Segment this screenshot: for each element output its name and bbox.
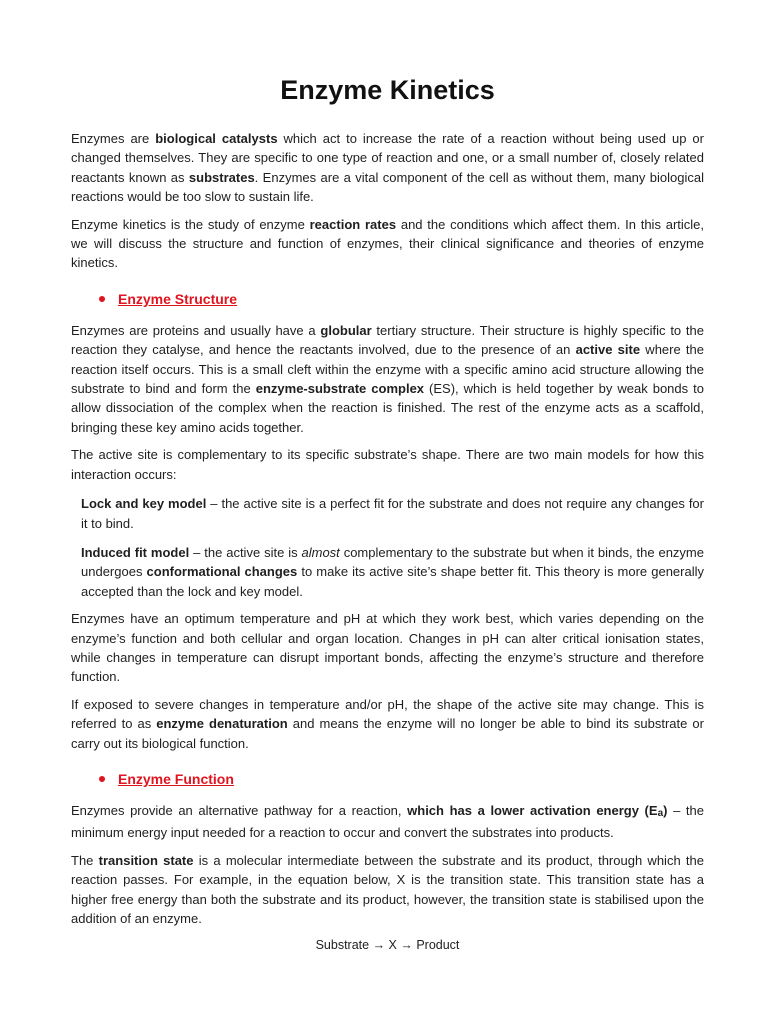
bullet-icon — [99, 776, 105, 782]
function-paragraph-2 — [71, 851, 704, 929]
bold-term: reaction rates — [309, 216, 397, 232]
text: to make its active site’s shape better fit. This theory is more generally accepted than the lock and key model. — [81, 564, 704, 599]
bullet-icon — [99, 296, 105, 302]
text: (ES), which is held together by weak bonds to allow dissociation of the complex when the reaction is finished. The rest of the enzyme acts as a scaffold, bringing these key amino acids together. — [71, 381, 704, 435]
bold-term: Induced fit model — [81, 544, 190, 560]
bold-term: which has a lower activation energy (E — [407, 802, 658, 818]
structure-paragraph-1 — [71, 321, 704, 437]
bold-term: Lock and key model — [81, 496, 207, 512]
text: The — [71, 852, 99, 868]
text: – the active site is — [189, 544, 302, 560]
bold-term: globular — [320, 322, 372, 338]
structure-paragraph-3: Enzymes have an optimum temperature and pH at which they work best, which varies depending on the enzyme’s function and both cellular and organ location. Changes in pH can alter critical ionisation states, while changes in temperature can disrupt important bonds, affecting the enzyme’s structure and therefore function. — [71, 611, 704, 685]
bold-term: transition state — [98, 852, 194, 868]
text: If exposed to severe changes in temperature and/or pH, the shape of the active site may change. This is referred to as — [71, 696, 704, 732]
text: – the active site is a perfect fit for the substrate and does not require any changes for it to bind. — [81, 496, 704, 531]
induced-fit-model — [81, 543, 704, 601]
section-heading-text: Enzyme Structure — [118, 290, 238, 307]
text: tertiary structure. Their structure is highly specific to the reaction they catalyse, and hence the reactants involved, due to the presence of an — [71, 322, 704, 358]
text: is a molecular intermediate between the substrate and its product, through which the reaction passes. For example, in the equation below, X is the transition state. This transition state has a higher free energy than both the substrate and its product, however, the transition state is stabilised upon the addition of an enzyme. — [71, 852, 704, 926]
bold-term: biological catalysts — [155, 131, 278, 146]
text: where the reaction itself occurs. This is a small cleft within the enzyme with a specific amino acid structure allowing the substrate to bind and form the — [71, 342, 705, 397]
text: and means the enzyme will no longer be able to bind its substrate or carry out its biological function. — [71, 716, 704, 751]
bold-term: enzyme denaturation — [156, 716, 288, 732]
structure-paragraph-4 — [71, 695, 704, 753]
intro-paragraph-1 — [71, 129, 704, 207]
text: which act to increase the rate of a reaction without being used up or changed themselves. They are specific to one type of reaction and one, or a small number of, closely related reactants known as — [71, 131, 704, 185]
text: and the conditions which affect them. In this article, we will discuss the structure and function of enzymes, their clinical significance and theories of enzyme kinetics. — [71, 216, 705, 271]
text: Enzyme kinetics is the study of enzyme — [71, 216, 310, 232]
text: complementary to the substrate but when it binds, the enzyme undergoes — [81, 544, 704, 580]
bold-term: conformational changes — [146, 564, 298, 580]
intro-paragraph-2 — [71, 215, 704, 273]
bold-term: substrates — [188, 169, 255, 185]
text: – the minimum energy input needed for a reaction to occur and convert the substrates into products. — [71, 802, 704, 841]
subscript: a — [657, 807, 664, 819]
text: Enzymes provide an alternative pathway for a reaction, — [71, 802, 408, 818]
function-paragraph-1 — [71, 801, 704, 843]
text: . Enzymes are a vital component of the cell as without them, many biological reactions would be too slow to sustain life. — [71, 169, 704, 205]
reaction-equation: Substrate → X → Product — [315, 938, 460, 953]
structure-paragraph-2: The active site is complementary to its specific substrate’s shape. There are two main models for how this interaction occurs: — [71, 447, 704, 482]
italic-term: almost — [301, 544, 340, 560]
bold-term: enzyme-substrate complex — [255, 381, 425, 397]
section-heading-text: Enzyme Function — [118, 770, 234, 787]
text: Enzymes are proteins and usually have a — [71, 322, 321, 338]
bold-term: active site — [575, 342, 641, 358]
text: Enzymes are — [71, 131, 156, 146]
section-heading-function — [99, 769, 704, 789]
section-heading-structure — [99, 289, 704, 309]
bold-term: ) — [663, 802, 668, 818]
page-title: Enzyme Kinetics — [280, 75, 495, 105]
lock-and-key-model — [81, 494, 704, 533]
